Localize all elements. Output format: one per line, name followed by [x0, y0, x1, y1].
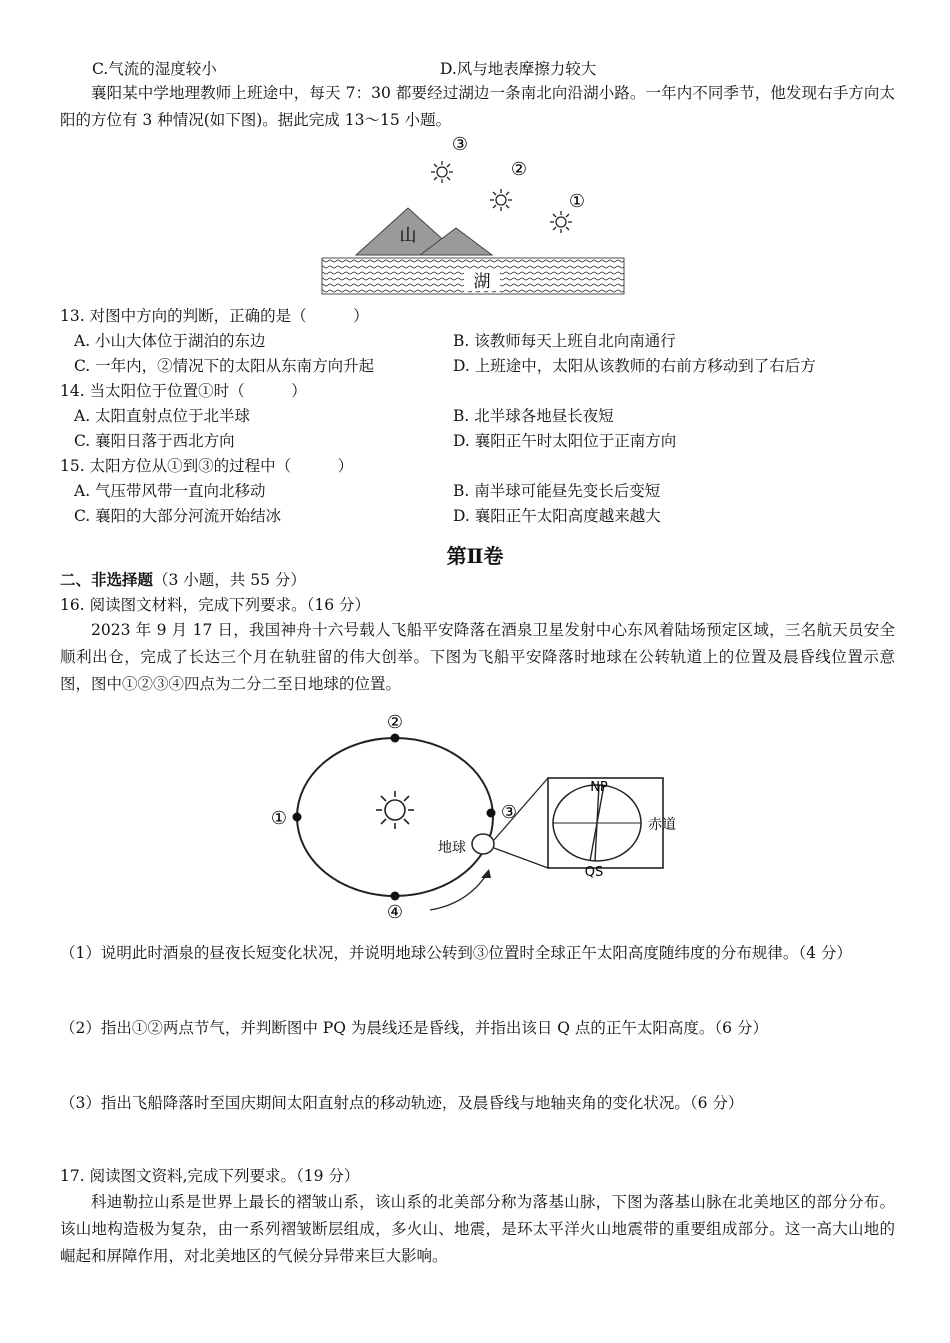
sun-label-2: ②: [510, 159, 528, 180]
orbit-point-2: [391, 734, 400, 743]
equator-label: 赤道: [648, 817, 676, 833]
q14-option-c: C. 襄阳日落于西北方向: [74, 432, 235, 450]
q15-option-c: C. 襄阳的大部分河流开始结冰: [74, 507, 282, 525]
orbit-point-1: [293, 813, 302, 822]
section-title: 第Ⅱ卷: [446, 544, 504, 568]
orbit-label-3: ③: [500, 802, 518, 823]
sun-icon: [376, 791, 414, 829]
orbit-label-2: ②: [386, 712, 404, 733]
q13-option-d: D. 上班途中，太阳从该教师的右前方移动到了右后方: [453, 357, 816, 375]
q16-stem: 16. 阅读图文材料，完成下列要求。（16 分）: [60, 596, 370, 614]
sun-position-figure: [320, 132, 630, 297]
revolution-arrow: [430, 874, 487, 910]
sun-icon-1: [550, 211, 572, 233]
q17-material: 科迪勒拉山系是世界上最长的褶皱山系，该山系的北美部分称为落基山脉，下图为落基山脉在北美地区的部分分布。该山地构造极为复杂，由一系列褶皱断层组成，多火山、地震，是环太平洋火山地震带的重要组成部分。这一高大山地的崛起和屏障作用，对北美地区的气候分异带来巨大影响。: [60, 1193, 895, 1265]
orbit-ellipse: [297, 738, 493, 896]
orbit-point-3: [487, 809, 496, 818]
q15-option-d: D. 襄阳正午太阳高度越来越大: [453, 507, 661, 525]
q14-option-d: D. 襄阳正午时太阳位于正南方向: [453, 432, 677, 450]
mountain-label: 山: [399, 226, 417, 246]
qs-label: QS: [584, 865, 604, 880]
q15-option-a: A. 气压带风带一直向北移动: [74, 482, 266, 500]
q13-stem: 13. 对图中方向的判断，正确的是（ ）: [60, 307, 369, 325]
intro-13-15: 襄阳某中学地理教师上班途中，每天 7：30 都要经过湖边一条南北向沿湖小路。一年内不同季节，他发现右手方向太阳的方位有 3 种情况(如下图)。据此完成 13～15 小题。: [60, 84, 895, 129]
q16-sub1: （1）说明此时酒泉的昼夜长短变化状况，并说明地球公转到③位置时全球正午太阳高度随纬度的分布规律。（4 分）: [60, 944, 852, 962]
section-subtitle: 二、非选择题（3 小题，共 55 分）: [60, 570, 306, 589]
np-label: NP: [590, 780, 608, 795]
orbit-point-4: [391, 892, 400, 901]
q13-option-c: C. 一年内，②情况下的太阳从东南方向升起: [74, 357, 375, 375]
q15-stem: 15. 太阳方位从①到③的过程中（ ）: [60, 457, 354, 475]
orbit-figure: [262, 706, 702, 928]
orbit-label-1: ①: [270, 808, 288, 829]
q16-material: 2023 年 9 月 17 日，我国神舟十六号载人飞船平安降落在酒泉卫星发射中心东风着陆场预定区域，三名航天员安全顺利出仓，完成了长达三个月在轨驻留的伟大创举。下图为飞船平安降落时地球在公转轨道上的位置及晨昏线位置示意图，图中①②③④四点为二分二至日地球的位置。: [60, 621, 895, 693]
q14-option-a: A. 太阳直射点位于北半球: [74, 407, 251, 425]
q13-option-a: A. 小山大体位于湖泊的东边: [74, 332, 266, 350]
orbit-label-4: ④: [386, 902, 404, 923]
sun-label-1: ①: [568, 191, 586, 212]
lake-label: 湖: [473, 272, 491, 292]
q14-option-b: B. 北半球各地昼长夜短: [453, 407, 614, 425]
option-d-prev: D.风与地表摩擦力较大: [440, 60, 597, 78]
lake: [322, 258, 624, 294]
earth-label: 地球: [438, 840, 466, 856]
q15-option-b: B. 南半球可能昼先变长后变短: [453, 482, 661, 500]
sun-icon-3: [431, 161, 453, 183]
earth-icon: [472, 834, 494, 854]
q16-sub3: （3）指出飞船降落时至国庆期间太阳直射点的移动轨迹，及晨昏线与地轴夹角的变化状况。（6 分）: [60, 1094, 744, 1112]
option-c-prev: C.气流的湿度较小: [92, 60, 217, 78]
q16-sub2: （2）指出①②两点节气，并判断图中 PQ 为晨线还是昏线，并指出该日 Q 点的正午太阳高度。（6 分）: [60, 1019, 768, 1037]
mountain: [356, 208, 492, 255]
sun-label-3: ③: [451, 134, 469, 155]
q14-stem: 14. 当太阳位于位置①时（ ）: [60, 382, 307, 400]
q13-option-b: B. 该教师每天上班自北向南通行: [453, 332, 676, 350]
sun-icon-2: [490, 189, 512, 211]
q17-stem: 17. 阅读图文资料,完成下列要求。（19 分）: [60, 1167, 360, 1185]
